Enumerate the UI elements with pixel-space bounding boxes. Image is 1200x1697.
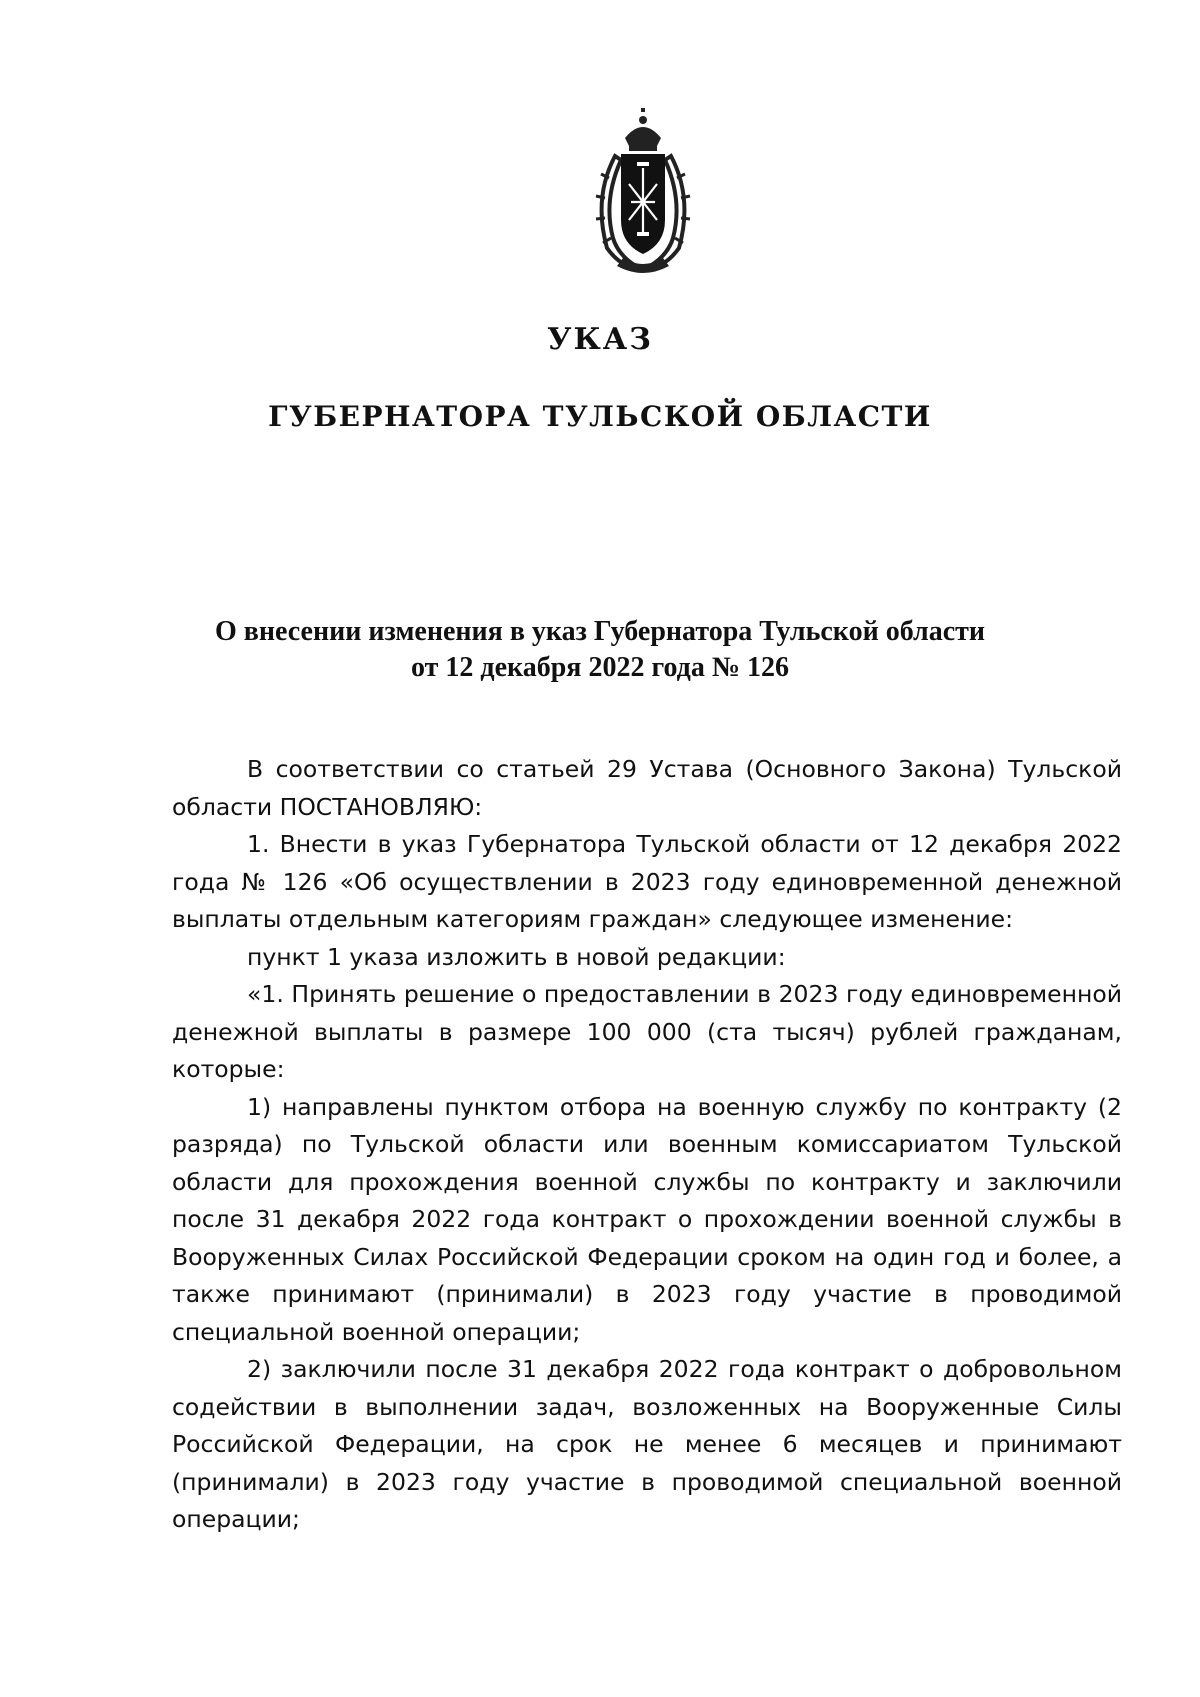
body-paragraph: 1) направлены пунктом отбора на военную службу по контракту (2 разряда) по Тульской области или военным комиссариатом Тульской области для прохождения военной службы по контракту и заключили после 31 декабря 2022 года контракт о прохождении военной службы в Вооруженных Силах Российской Федерации сроком на один год и более, а также принимают (принимали) в 2023 году участие в проводимой специальной военной операции; [172,1092,1122,1346]
body-paragraph: «1. Принять решение о предоставлении в 2023 году единовременной денежной выплаты в размере 100 000 (ста тысяч) рублей гражданам, которые: [172,980,1122,1083]
document-subject [150,614,1050,686]
subject-line-2: от 12 декабря 2022 года № 126 [411,652,789,683]
subject-line-1: О внесении изменения в указ Губернатора Тульской области [214,616,986,647]
body-paragraph: 2) заключили после 31 декабря 2022 года контракт о добровольном содействии в выполнении задач, возложенных на Вооруженные Силы Российской Федерации, на срок не менее 6 месяцев и принимают (принимали) в 2023 году участие в проводимой специальной военной операции; [172,1355,1122,1533]
tula-coat-of-arms-icon [585,108,701,278]
document-title: УКАЗ [547,322,653,357]
document-issuer: ГУБЕРНАТОРА ТУЛЬСКОЙ ОБЛАСТИ [268,400,932,433]
body-paragraph: 1. Внести в указ Губернатора Тульской области от 12 декабря 2022 года № 126 «Об осуществлении в 2023 году единовременной денежной выплаты отдельным категориям граждан» следующее изменение: [172,830,1122,933]
body-paragraph: пункт 1 указа изложить в новой редакции: [247,942,786,971]
body-paragraph: В соответствии со статьей 29 Устава (Основного Закона) Тульской области ПОСТАНОВЛЯЮ: [172,755,1122,821]
document-body [172,751,1122,1539]
